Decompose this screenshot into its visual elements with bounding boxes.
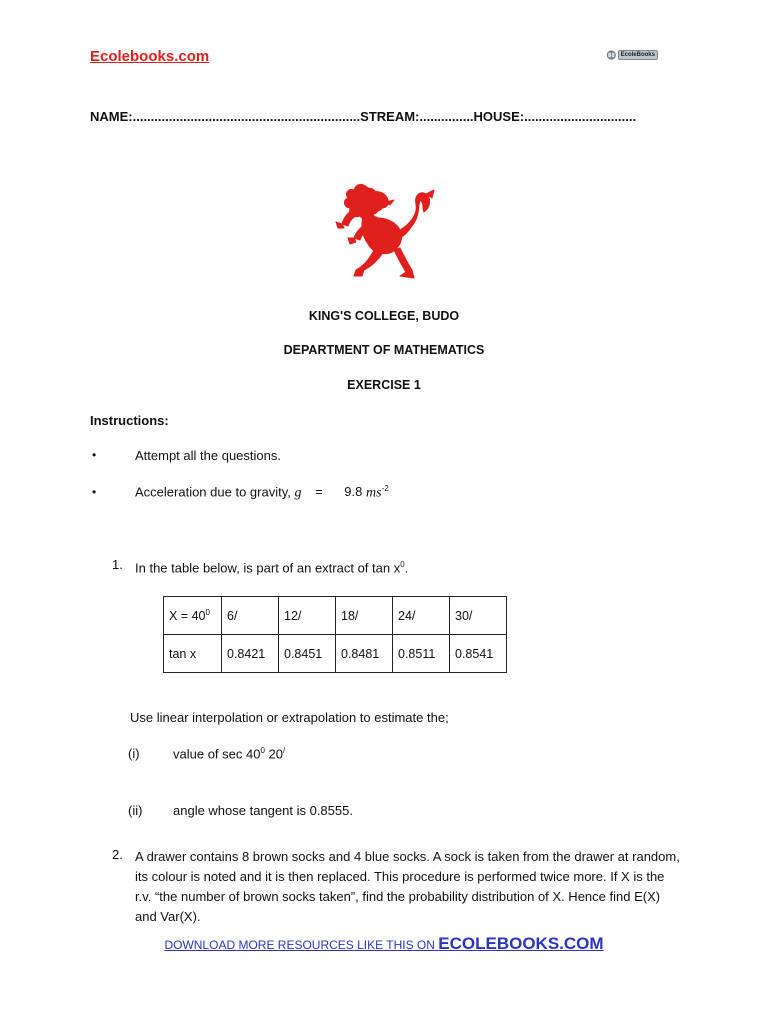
table-row xyxy=(164,597,507,635)
question-1-period: . xyxy=(404,560,409,576)
tan-table xyxy=(163,596,507,673)
table-head-x: $X = 40^0$ xyxy=(164,597,222,635)
table-cell: 0.8481 xyxy=(336,635,393,673)
bullet-2: • xyxy=(92,485,97,499)
gravity-exponent: -2 xyxy=(381,484,389,493)
lion-crest-icon xyxy=(334,178,438,288)
school-title: KING'S COLLEGE, BUDO xyxy=(308,309,460,323)
logo-text: EcoleBooks xyxy=(618,50,658,60)
table-head-tan: tan x xyxy=(164,635,222,673)
gravity-value: 9.8 xyxy=(344,484,363,500)
department-title: DEPARTMENT OF MATHEMATICS xyxy=(283,343,485,357)
site-link[interactable]: Ecolebooks.com xyxy=(90,48,210,65)
book-globe-icon xyxy=(606,48,617,62)
table-cell: 6/ xyxy=(222,597,279,635)
question-1-prompt: Use linear interpolation or extrapolation to estimate the; xyxy=(130,710,449,725)
table-cell: 18/ xyxy=(336,597,393,635)
question-2-number: 2. xyxy=(112,847,123,862)
instructions-heading: Instructions: xyxy=(90,413,169,428)
instruction-2 xyxy=(135,484,389,501)
question-1-stem: In the table below, is part of an extract of tan x xyxy=(135,560,401,576)
name-stream-house-line: NAME:...............................................................STREAM:...............HOUSE:............................... xyxy=(90,109,637,124)
footer-site-link[interactable]: ECOLEBOOKS.COM xyxy=(438,934,604,953)
table-cell: 0.8451 xyxy=(279,635,336,673)
table-row xyxy=(164,635,507,673)
table-cell: 24/ xyxy=(393,597,450,635)
question-1-degree: 0 xyxy=(400,560,405,569)
question-1-text xyxy=(135,557,680,576)
table-cell: 0.8421 xyxy=(222,635,279,673)
part-i-label: (i) xyxy=(128,746,140,761)
question-2-text: A drawer contains 8 brown socks and 4 blue socks. A sock is taken from the drawer at random, its colour is noted and it is then replaced. This procedure is performed twice more. If X is the r.v. “the number of brown socks taken”, find the probability distribution of X. Hence find E(X) and Var(X). xyxy=(135,849,680,924)
instruction-1: Attempt all the questions. xyxy=(135,448,281,463)
gravity-symbol: g xyxy=(294,485,302,501)
part-ii-label: (ii) xyxy=(128,803,143,818)
footer-text[interactable]: DOWNLOAD MORE RESOURCES LIKE THIS ON xyxy=(164,938,439,952)
equals-sign: = xyxy=(315,484,323,500)
table-cell: 0.8511 xyxy=(393,635,450,673)
bullet-1: • xyxy=(92,448,97,462)
instruction-2-text: Acceleration due to gravity, xyxy=(135,484,295,500)
gravity-unit: ms xyxy=(366,485,382,501)
exercise-title: EXERCISE 1 xyxy=(347,378,421,392)
table-cell: 0.8541 xyxy=(450,635,507,673)
table-cell: 12/ xyxy=(279,597,336,635)
part-ii-text: angle whose tangent is 0.8555. xyxy=(173,803,353,818)
ecolebooks-logo xyxy=(606,47,658,63)
table-cell: 30/ xyxy=(450,597,507,635)
part-i-text: value of $\sec 40^0$ 20/ xyxy=(173,746,286,762)
question-1-number: 1. xyxy=(112,557,123,572)
footer-download-link[interactable] xyxy=(0,934,768,954)
